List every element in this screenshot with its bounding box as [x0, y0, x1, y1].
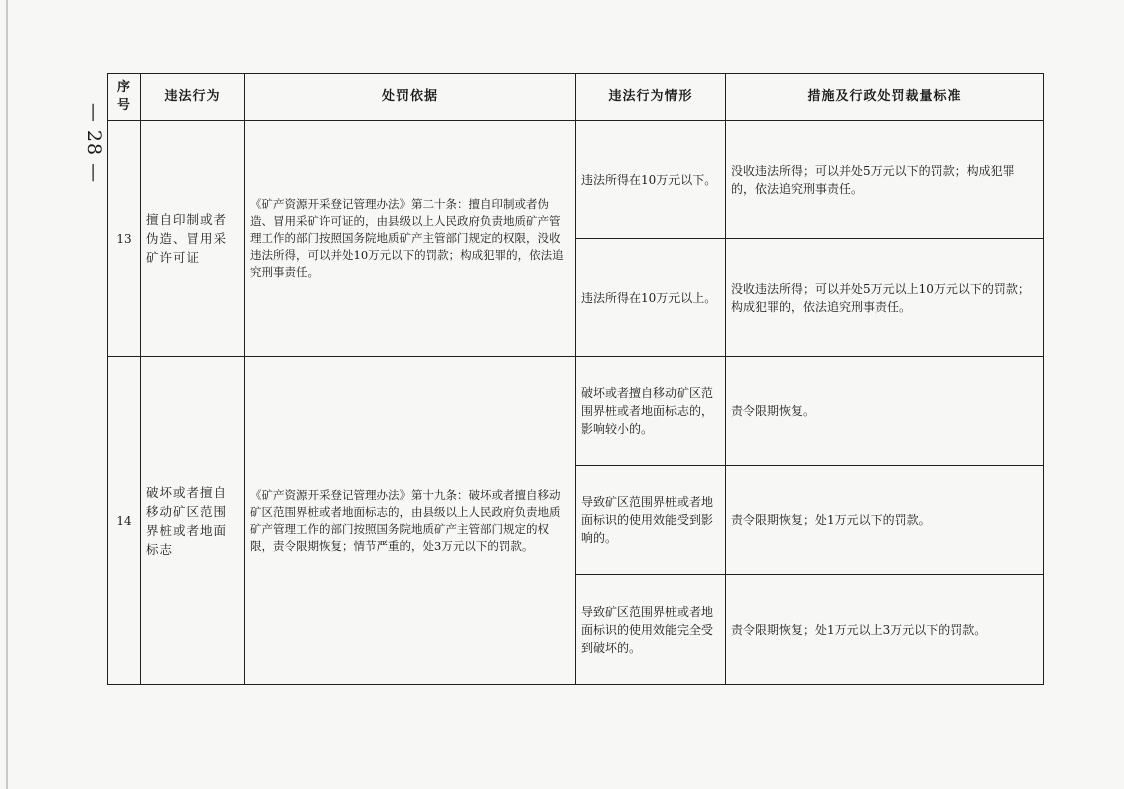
basis-cell: 《矿产资源开采登记管理办法》第十九条：破坏或者擅自移动矿区范围界桩或者地面标志的，由县级以上人民政府负责地质矿产管理工作的部门按照国务院地质矿产主管部门规定的权限，责令限期恢复；情节严重的，处3万元以下的罚款。 — [245, 357, 576, 685]
circumstance-cell: 破坏或者擅自移动矿区范围界桩或者地面标志的，影响较小的。 — [576, 357, 726, 466]
entry-number: 14 — [108, 357, 141, 685]
circumstance-cell: 违法所得在10万元以下。 — [576, 121, 726, 239]
circumstance-cell: 导致矿区范围界桩或者地面标识的使用效能受到影响的。 — [576, 466, 726, 575]
header-basis: 处罚依据 — [245, 74, 576, 121]
standard-cell: 责令限期恢复；处1万元以下的罚款。 — [726, 466, 1044, 575]
standard-cell: 责令限期恢复；处1万元以上3万元以下的罚款。 — [726, 575, 1044, 685]
header-standard: 措施及行政处罚裁量标准 — [726, 74, 1044, 121]
header-row — [108, 74, 1044, 121]
standard-cell: 没收违法所得；可以并处5万元以上10万元以下的罚款；构成犯罪的，依法追究刑事责任。 — [726, 239, 1044, 357]
circumstance-cell: 导致矿区范围界桩或者地面标识的使用效能完全受到破坏的。 — [576, 575, 726, 685]
header-violation: 违法行为 — [141, 74, 245, 121]
page-number-text: — 28 — — [83, 102, 106, 184]
standard-cell: 没收违法所得；可以并处5万元以下的罚款；构成犯罪的，依法追究刑事责任。 — [726, 121, 1044, 239]
circumstance-cell: 违法所得在10万元以上。 — [576, 239, 726, 357]
violation-cell: 破坏或者擅自移动矿区范围界桩或者地面标志 — [141, 357, 245, 685]
basis-cell: 《矿产资源开采登记管理办法》第二十条：擅自印制或者伪造、冒用采矿许可证的，由县级以上人民政府负责地质矿产管理工作的部门按照国务院地质矿产主管部门规定的权限，没收违法所得，可以并处10万元以下的罚款；构成犯罪的，依法追究刑事责任。 — [245, 121, 576, 357]
entry-number: 13 — [108, 121, 141, 357]
penalty-table — [107, 73, 1044, 685]
table-row — [108, 357, 1044, 466]
violation-cell: 擅自印制或者伪造、冒用采矿许可证 — [141, 121, 245, 357]
standard-cell: 责令限期恢复。 — [726, 357, 1044, 466]
binding-line — [6, 0, 8, 789]
header-no: 序号 — [108, 74, 141, 121]
table-row — [108, 121, 1044, 239]
header-circumstance: 违法行为情形 — [576, 74, 726, 121]
